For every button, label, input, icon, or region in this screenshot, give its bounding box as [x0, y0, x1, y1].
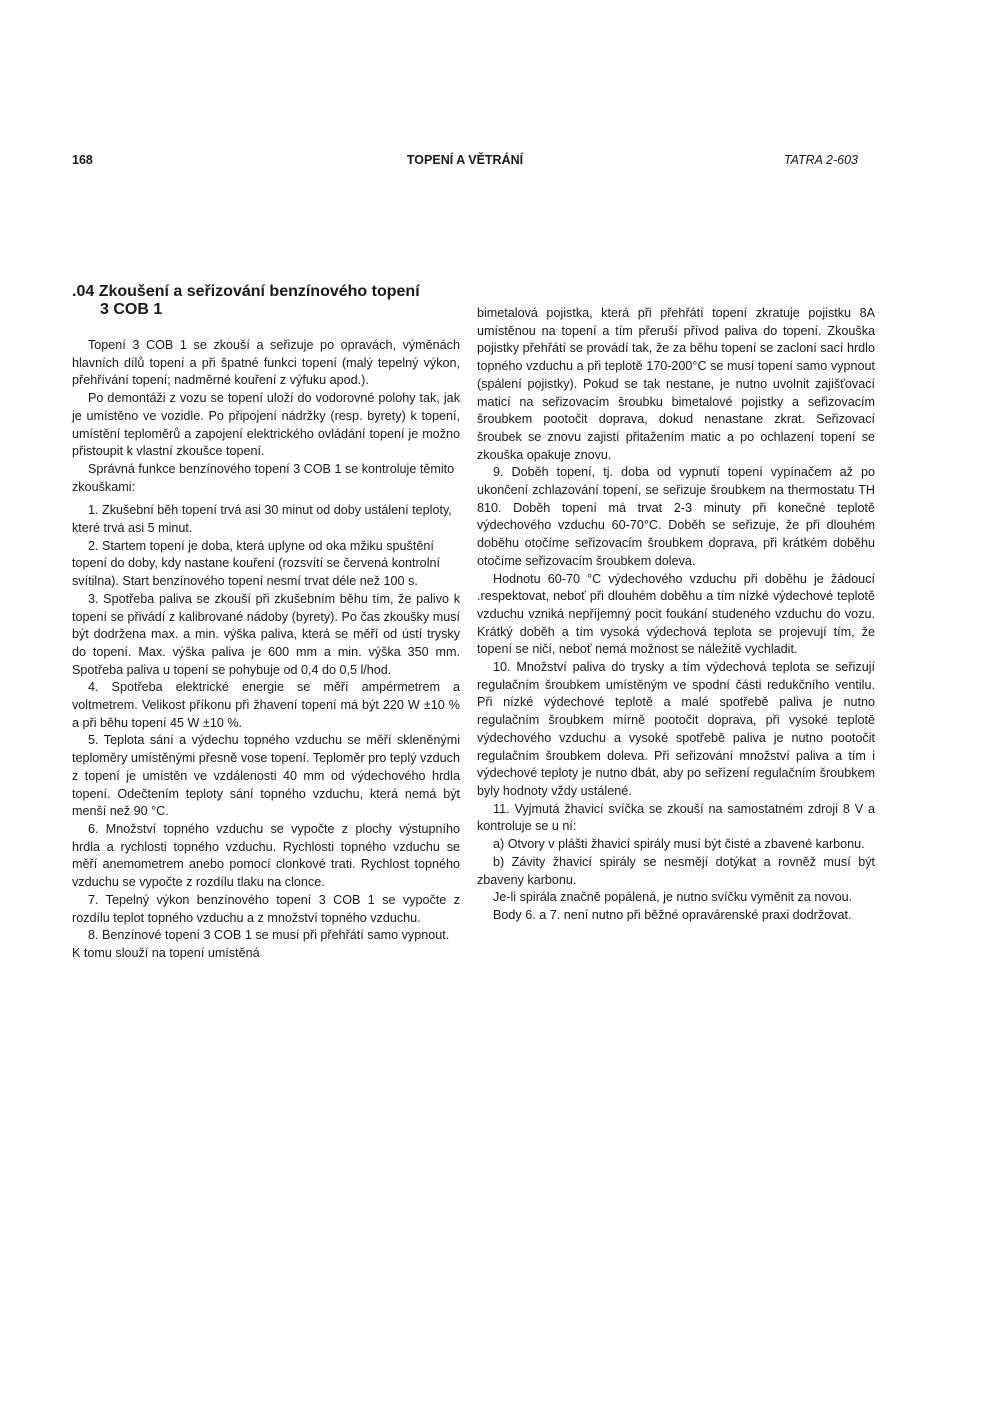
right-column: [477, 305, 875, 925]
title-line-1: .04 Zkoušení a seřizování benzínového topení: [72, 283, 420, 300]
list-item: 11. Vyjmutá žhavicí svíčka se zkouší na samostatném zdroji 8 V a kontroluje se u ní:: [477, 801, 875, 834]
title-line-2: 3 COB 1: [100, 301, 163, 318]
paragraph: Topení 3 COB 1 se zkouší a seřizuje po opravách, výměnách hlavních dílů topení a při špatné funkci topení (malý tepelný výkon, přehřívání topení; nadměrné kouření z výfuku apod.).: [72, 338, 460, 388]
paragraph: Body 6. a 7. není nutno při běžné opravárenské praxi dodržovat.: [493, 907, 852, 922]
list-item: 10. Množství paliva do trysky a tím výdechová teplota se seřizují regulačním šroubkem umístěným ve spodní části redukčního ventilu. Při nízké výdechové teplotě a malé spotřebě paliva je nutno regulačním šroubkem mírně pootočit doprava, při vysoké teplotě výdechového vzduchu a vysoké spotřebě paliva je nutno pootočit regulačním šroubkem doleva. Při seřizování množství paliva a tím i výdechové teploty je nutno dbát, aby po seřízení regulačním šroubkem byly hodnoty vždy ustálené.: [477, 660, 875, 798]
list-item: 6. Množství topného vzduchu se vypočte z plochy výstupního hrdla a rychlosti topného vzduchu. Rychlosti topného vzduchu se měří anemometrem anebo pomocí clonkové trati. Rychlost topného vzduchu se vypočte z rozdílu tlaku na clonce.: [72, 821, 460, 890]
page-header: [72, 153, 858, 171]
article-title: [72, 283, 452, 319]
page-number: 168: [72, 153, 93, 167]
list-item: 7. Tepelný výkon benzínového topení 3 COB 1 se vypočte z rozdílu teplot topného vzduchu a z množství topného vzduchu.: [72, 892, 460, 925]
list-item: 4. Spotřeba elektrické energie se měří ampérmetrem a voltmetrem. Velikost příkonu při žhavení topení má být 220 W ±10 % a při běhu topení 45 W ±10 %.: [72, 680, 460, 730]
sub-item: a) Otvory v plášti žhavicí spirály musí být čisté a zbavené karbonu.: [493, 837, 865, 852]
left-column: [72, 337, 460, 963]
sub-item: b) Závity žhavicí spirály se nesmějí dotýkat a rovněž musí být zbaveny karbonu.: [477, 854, 875, 887]
vehicle-model: TATRA 2-603: [783, 153, 858, 167]
section-title: TOPENÍ A VĚTRÁNÍ: [406, 153, 524, 167]
paragraph: Správná funkce benzínového topení 3 COB 1 se kontroluje těmito zkouškami:: [72, 461, 455, 494]
list-item: 1. Zkušební běh topení trvá asi 30 minut od doby ustálení teploty, které trvá asi 5 minut.: [72, 503, 452, 536]
paragraph: Je-li spirála značně popálená, je nutno svíčku vyměnit za novou.: [493, 890, 853, 905]
list-item: 8. Benzínové topení 3 COB 1 se musí při přehřátí samo vypnout. K tomu slouží na topení umístěná: [72, 928, 450, 960]
list-item: 3. Spotřeba paliva se zkouší při zkušebním běhu tím, že palivo k topení se přivádí z kalibrované nádoby (byrety). Po čas zkoušky musí být dodržena max. a min. výška paliva, která se měří od ústí trysky do topení. Max. výška paliva je 600 mm a min. výška 350 mm. Spotřeba paliva u topení se pohybuje od 0,4 do 0,5 l/hod.: [72, 591, 460, 677]
list-item: 9. Doběh topení, tj. doba od vypnutí topení vypínačem až po ukončení zchlazování topení, se seřizuje šroubkem na thermostatu TH 810. Doběh topení má trvat 2-3 minuty při konečné teplotě výdechového vzduchu 60-70°C. Doběh se seřizuje, že při dlouhém doběhu otočíme seřizovacím šroubkem doprava, při krátkém doběhu otočíme seřizovacím šroubkem doleva.: [477, 465, 875, 568]
list-item: 5. Teplota sání a výdechu topného vzduchu se měří skleněnými teploměry umístěnými přesně vose topení. Teploměr pro teplý vzduch z topení je umístěn ve vzdálenosti 40 mm od výdechového hrdla topení. Odečtením teploty sání topného vzduchu, která nemá být menší než 90 °C.: [72, 733, 460, 819]
list-item: 2. Startem topení je doba, která uplyne od oka mžiku spuštění topení do doby, kdy nastane kouření (rozsvítí se červená kontrolní svítilna). Start benzínového topení nesmí trvat déle než 100 s.: [72, 538, 440, 589]
paragraph: bimetalová pojistka, která při přehřátí topení zkratuje pojistku 8A umístěnou na topení a tím přeruší přívod paliva do topení. Zkouška pojistky přehřátí se provádí tak, že za běhu topení se zacloní sací hrdlo topného vzduchu a při teplotě 170-200°C se musí topení samo vypnout (spálení pojistky). Pokud se tak nestane, je nutno uvolnit zajišťovací maticí na seřizovacím šroubku bimetalové pojistky a seřizovacím šroubkem pootočit doprava, dokud nenastane zkrat. Seřizovací šroubek se znovu zajistí přitažením matic a po ochlazení topení se zkouška opakuje znovu.: [477, 306, 875, 462]
paragraph: Po demontáži z vozu se topení uloží do vodorovné polohy tak, jak je umístěno ve vozidle. Po připojení nádržky (resp. byrety) k topení, umístění teploměrů a zapojení elektrického ovládání topení je možno přistoupit k vlastní zkoušce topení.: [72, 391, 460, 459]
paragraph: Hodnotu 60-70 °C výdechového vzduchu při doběhu je žádoucí .respektovat, neboť při dlouhém doběhu a tím nízké výdechové teplotě vzduchu vzniká nepříjemný pocit foukání studeného vzduchu do vozu. Krátký doběh a tím vysoká výdechová teplota se projevují tím, že topení se ničí, neboť nemá možnost se náležitě vychladit.: [477, 571, 875, 657]
